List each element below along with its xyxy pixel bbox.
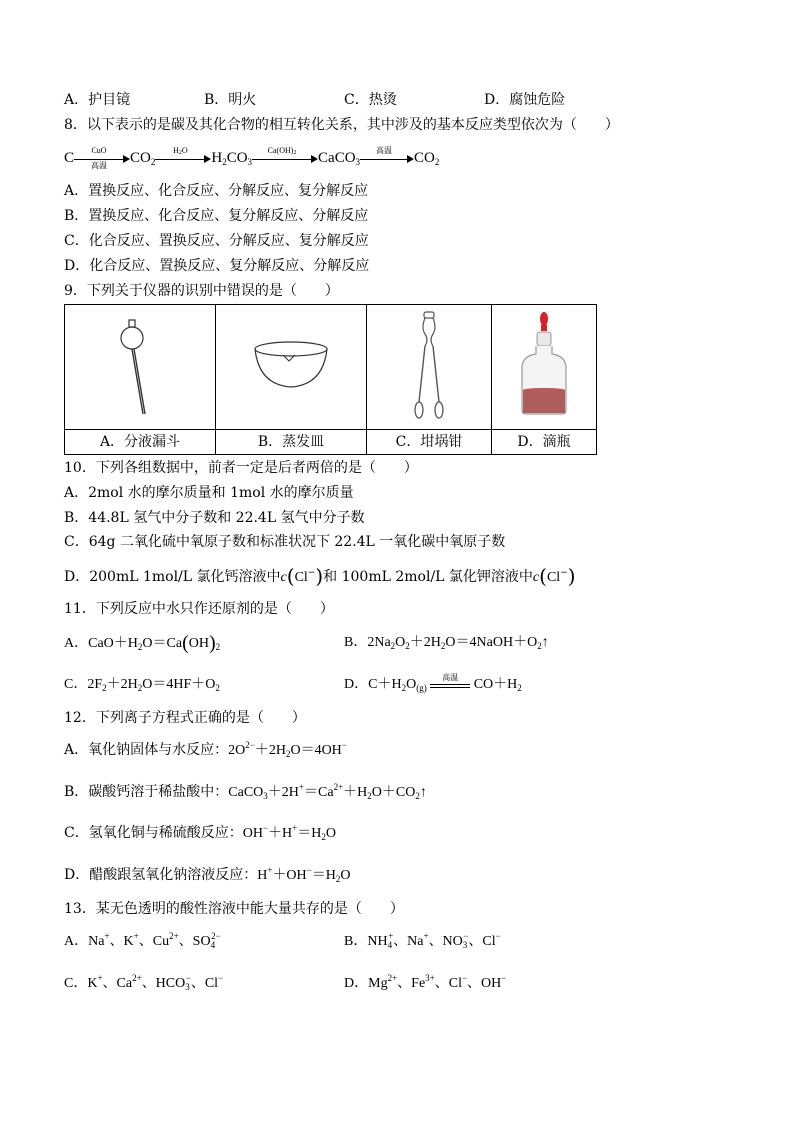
arrow-2: $H_2O$: [155, 149, 211, 169]
chain-caco3: CaCO: [318, 150, 356, 166]
high-temp-equals: 高温: [430, 675, 470, 695]
q8-stem: 8．以下表示的是碳及其化合物的相互转化关系，其中涉及的基本反应类型依次为（ ）: [64, 117, 619, 133]
q7-option-b[interactable]: B．明火: [204, 92, 257, 108]
q10-option-b[interactable]: B．44.8L 氢气中分子数和 22.4L 氢气中分子数: [64, 510, 365, 526]
chain-co2-end: CO: [414, 150, 435, 166]
arrow-4: 高温: [360, 149, 414, 169]
q13-option-d[interactable]: D．$Mg^{2+}$、$Fe^{3+}$、Cl−、OH−: [344, 973, 507, 991]
chain-c: C: [64, 150, 75, 166]
evaporating-dish-image: [216, 305, 367, 430]
q11-option-a[interactable]: A．$CaO+H_2O=Ca(OH)_2$: [64, 632, 221, 654]
crucible-tongs-image: [367, 305, 492, 430]
q13-option-b[interactable]: B．$NH_4^+$、Na+、$NO_3^-$、Cl−: [344, 931, 501, 950]
label-separatory-funnel[interactable]: A．分液漏斗: [65, 430, 216, 455]
separatory-funnel-image: [65, 305, 216, 430]
chain-co2: CO: [130, 150, 151, 166]
q12-stem: 12．下列离子方程式正确的是（ ）: [64, 710, 306, 726]
q11-option-c[interactable]: C．$2F_2+2H_2O=4HF+O_2$: [64, 677, 220, 693]
q8-reaction-chain: C CuO 高温 $CO_2$ $H_2O$ $H_2CO_3$ $Ca(OH)_2$ CaCO$_3$ 高温 $CO_2$: [64, 145, 440, 170]
instrument-table: [64, 304, 597, 455]
q13-option-a[interactable]: A．Na+、K+、$Cu^{2+}$、$SO_4^{2-}$: [64, 931, 221, 950]
q13-stem: 13．某无色透明的酸性溶液中能大量共存的是（ ）: [64, 901, 404, 917]
label-dropper-bottle[interactable]: D．滴瓶: [492, 430, 597, 455]
q11-stem: 11．下列反应中水只作还原剂的是（ ）: [64, 601, 334, 617]
q8-option-d[interactable]: D．化合反应、置换反应、复分解反应、分解反应: [64, 258, 370, 274]
q8-option-c[interactable]: C．化合反应、置换反应、分解反应、复分解反应: [64, 233, 369, 249]
label-evaporating-dish[interactable]: B．蒸发皿: [216, 430, 367, 455]
q7-option-d[interactable]: D．腐蚀危险: [484, 92, 566, 108]
dropper-bottle-image: [492, 305, 597, 430]
q10-stem: 10．下列各组数据中，前者一定是后者两倍的是（ ）: [64, 460, 418, 476]
chain-h2co3: H: [211, 150, 223, 166]
q7-option-c[interactable]: C．热烫: [344, 92, 397, 108]
q11-option-d[interactable]: D．$C+H_2O_{(g)}$ 高温 $CO+H_2$: [344, 673, 522, 694]
q12-option-a[interactable]: A．氧化钠固体与水反应：$2O^{2-}+2H_2O=4OH^-$: [64, 740, 347, 759]
q9-stem: 9．下列关于仪器的识别中错误的是（ ）: [64, 283, 339, 299]
label-crucible-tongs[interactable]: C．坩埚钳: [367, 430, 492, 455]
q11-option-b[interactable]: B．$2Na_2O_2+2H_2O=4NaOH+O_2↑$: [344, 635, 549, 651]
q10-option-a[interactable]: A．2mol 水的摩尔质量和 1mol 水的摩尔质量: [64, 485, 354, 501]
q8-option-a[interactable]: A．置换反应、化合反应、分解反应、复分解反应: [64, 183, 369, 199]
arrow-1: CuO 高温: [74, 149, 130, 169]
q7-option-a[interactable]: A．护目镜: [64, 92, 131, 108]
arrow-3: $Ca(OH)_2$: [252, 149, 318, 169]
q10-option-c[interactable]: C．64g 二氧化硫中氧原子数和标准状况下 22.4L 一氧化碳中氧原子数: [64, 534, 506, 550]
q10-option-d[interactable]: D．200mL 1mol/L 氯化钙溶液中c(Cl−)和 100mL 2mol/L 氯化钾溶液中c(Cl−): [64, 564, 576, 588]
q12-option-c[interactable]: C．氢氧化铜与稀硫酸反应：$OH^-+H^+=H_2O$: [64, 823, 336, 842]
q13-option-c[interactable]: C．K+、$Ca^{2+}$、$HCO_3^-$、Cl−: [64, 973, 224, 992]
q8-option-b[interactable]: B．置换反应、化合反应、复分解反应、分解反应: [64, 208, 369, 224]
q12-option-b[interactable]: B．碳酸钙溶于稀盐酸中：$CaCO_3+2H^+=Ca^{2+}+H_2O+CO_2↑$: [64, 782, 427, 801]
q12-option-d[interactable]: D．醋酸跟氢氧化钠溶液反应：$H^++OH^-=H_2O$: [64, 865, 351, 884]
